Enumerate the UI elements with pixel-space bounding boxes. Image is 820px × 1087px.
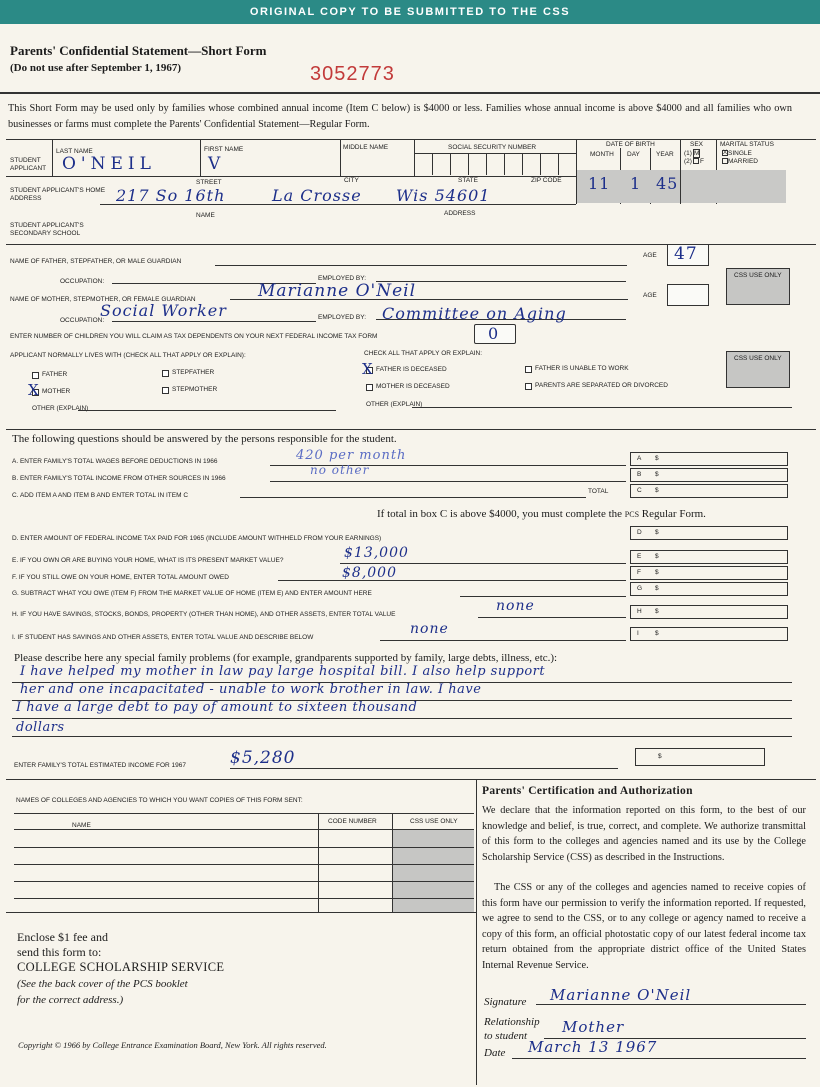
mailing-note-1: (See the back cover of the PCS booklet bbox=[17, 978, 188, 990]
mother-age-label: AGE bbox=[643, 292, 657, 299]
box-e[interactable]: E $ bbox=[630, 550, 788, 564]
box-a[interactable]: A $ bbox=[630, 452, 788, 466]
lives-with-stepfather-checkbox[interactable] bbox=[162, 370, 169, 377]
dob-day-value[interactable]: 1 bbox=[630, 174, 642, 193]
dob-label: DATE OF BIRTH bbox=[606, 141, 655, 148]
separated-label: PARENTS ARE SEPARATED OR DIVORCED bbox=[535, 382, 668, 389]
item-i-value[interactable]: none bbox=[410, 621, 449, 637]
lives-with-stepmother-checkbox[interactable] bbox=[162, 387, 169, 394]
item-d-label: D. ENTER AMOUNT OF FEDERAL INCOME TAX PAID FOR 1965 (INCLUDE AMOUNT WITHHELD FROM YOUR EARNINGS) bbox=[12, 535, 382, 542]
middle-name-label: MIDDLE NAME bbox=[343, 144, 389, 151]
ssn-label: SOCIAL SECURITY NUMBER bbox=[448, 144, 537, 151]
intro-text: This Short Form may be used only by families whose combined annual income (Item C below) is $4000 or less. Families whose annual income is above $4000 and all families who own businesses or farms must complete the Parents' Confidential Statement—Regular Form. bbox=[8, 103, 792, 130]
lives-with-label: APPLICANT NORMALLY LIVES WITH (CHECK ALL THAT APPLY OR EXPLAIN): bbox=[10, 352, 246, 359]
dob-year-value[interactable]: 45 bbox=[656, 174, 679, 193]
school-name-label: NAME bbox=[196, 212, 215, 219]
css-use-only-label-1: CSS USE ONLY bbox=[734, 272, 782, 279]
separated-checkbox[interactable] bbox=[525, 383, 532, 390]
item-c-label: C. ADD ITEM A AND ITEM B AND ENTER TOTAL IN ITEM C bbox=[12, 492, 189, 499]
mother-name-value[interactable]: Marianne O'Neil bbox=[258, 281, 417, 301]
mother-deceased-label: MOTHER IS DECEASED bbox=[376, 383, 450, 390]
mother-occupation-label: OCCUPATION: bbox=[60, 317, 105, 324]
check-all-label: CHECK ALL THAT APPLY OR EXPLAIN: bbox=[364, 350, 483, 357]
father-deceased-label: FATHER IS DECEASED bbox=[376, 366, 447, 373]
mailing-line-2: send this form to: bbox=[17, 945, 102, 959]
sex-marital-gray-box bbox=[681, 170, 786, 203]
signature-label: Signature bbox=[484, 996, 527, 1008]
relationship-value[interactable]: Mother bbox=[562, 1018, 625, 1036]
father-age-label: AGE bbox=[643, 252, 657, 259]
estimated-income-box[interactable]: $ bbox=[635, 748, 765, 766]
box-c-note: If total in box C is above $4000, you must complete the PCS Regular Form. bbox=[377, 508, 706, 520]
serial-number: 3052773 bbox=[310, 63, 395, 85]
check-other-label: OTHER (EXPLAIN) bbox=[366, 401, 423, 408]
father-unable-checkbox[interactable] bbox=[525, 366, 532, 373]
father-age-value[interactable]: 47 bbox=[674, 244, 698, 264]
home-city[interactable]: La Crosse bbox=[272, 186, 362, 205]
colleges-table bbox=[14, 813, 474, 911]
father-name-label: NAME OF FATHER, STEPFATHER, OR MALE GUARDIAN bbox=[10, 258, 182, 265]
questions-heading: The following questions should be answered by the persons responsible for the student. bbox=[12, 433, 397, 445]
married-option[interactable]: MARRIED bbox=[722, 158, 758, 166]
college-css-col: CSS USE ONLY bbox=[410, 818, 458, 825]
sex-female-option[interactable]: (2) F bbox=[684, 158, 704, 165]
total-label: TOTAL bbox=[588, 488, 609, 495]
ssn-boxes bbox=[414, 153, 576, 175]
college-name-col: NAME bbox=[72, 822, 91, 829]
item-b-label: B. ENTER FAMILY'S TOTAL INCOME FROM OTHER SOURCES IN 1966 bbox=[12, 475, 226, 482]
signature-value[interactable]: Marianne O'Neil bbox=[550, 986, 692, 1004]
item-i-label: I. IF STUDENT HAS SAVINGS AND OTHER ASSETS, ENTER TOTAL VALUE AND DESCRIBE BELOW bbox=[12, 634, 314, 641]
item-f-value[interactable]: $8,000 bbox=[342, 565, 397, 581]
problems-line-1[interactable]: I have helped my mother in law pay large hospital bill. I also help support bbox=[20, 664, 546, 679]
box-c[interactable]: C $ bbox=[630, 484, 788, 498]
mother-name-label: NAME OF MOTHER, STEPMOTHER, OR FEMALE GUARDIAN bbox=[10, 296, 196, 303]
estimated-income-label: ENTER FAMILY'S TOTAL ESTIMATED INCOME FOR 1967 bbox=[14, 762, 186, 769]
mother-occupation-value[interactable]: Social Worker bbox=[100, 301, 227, 320]
father-deceased-check-mark: X bbox=[362, 360, 374, 378]
student-last-name[interactable]: O'NEIL bbox=[62, 154, 156, 174]
date-value[interactable]: March 13 1967 bbox=[528, 1038, 658, 1056]
day-label: DAY bbox=[627, 151, 640, 158]
street-label: STREET bbox=[196, 179, 222, 186]
form-title: Parents' Confidential Statement—Short Form bbox=[10, 43, 267, 58]
box-b[interactable]: B $ bbox=[630, 468, 788, 482]
dob-month-value[interactable]: 11 bbox=[588, 174, 611, 193]
lives-with-mother-label: MOTHER bbox=[42, 388, 71, 395]
father-unable-label: FATHER IS UNABLE TO WORK bbox=[535, 365, 629, 372]
secondary-school-label: STUDENT APPLICANT'S SECONDARY SCHOOL bbox=[10, 222, 84, 237]
year-label: YEAR bbox=[656, 151, 674, 158]
father-employer-label: EMPLOYED BY: bbox=[318, 275, 367, 282]
single-option[interactable]: XSINGLE bbox=[723, 150, 752, 157]
student-first-name[interactable]: V bbox=[208, 154, 222, 174]
dependents-value[interactable]: 0 bbox=[488, 324, 500, 343]
css-use-only-label-2: CSS USE ONLY bbox=[734, 355, 782, 362]
item-b-value[interactable]: no other bbox=[310, 463, 370, 477]
home-state-zip[interactable]: Wis 54601 bbox=[396, 186, 491, 205]
sex-male-option[interactable]: (1) M bbox=[684, 150, 700, 157]
certification-heading: Parents' Certification and Authorization bbox=[482, 785, 693, 797]
box-g[interactable]: G $ bbox=[630, 582, 788, 596]
item-g-label: G. SUBTRACT WHAT YOU OWE (ITEM F) FROM THE MARKET VALUE OF HOME (ITEM E) AND ENTER AMOUNT HERE bbox=[12, 590, 372, 597]
home-address-label: STUDENT APPLICANT'S HOME ADDRESS bbox=[10, 187, 106, 202]
relationship-label-1: Relationship bbox=[484, 1016, 540, 1028]
college-code-col: CODE NUMBER bbox=[328, 818, 377, 825]
box-h[interactable]: H $ bbox=[630, 605, 788, 619]
mailing-org: COLLEGE SCHOLARSHIP SERVICE bbox=[17, 960, 225, 974]
mother-check-mark: X bbox=[28, 381, 40, 399]
mother-age-box[interactable] bbox=[667, 284, 709, 306]
mailing-note-2: for the correct address.) bbox=[17, 994, 124, 1006]
father-occupation-label: OCCUPATION: bbox=[60, 278, 105, 285]
box-i[interactable]: I $ bbox=[630, 627, 788, 641]
relationship-label-2: to student bbox=[484, 1030, 528, 1042]
item-e-value[interactable]: $13,000 bbox=[344, 545, 409, 561]
last-name-label: LAST NAME bbox=[56, 148, 93, 155]
certification-para-2: The CSS or any of the colleges and agencies named to receive copies of this form have our permission to verify the information reported. If requested, we agree to send to the CSS, or to any college or agency named to receive a copy of this form, an official photostatic copy of our latest federal income tax return obtained from the appropriate district office of the United States Internal Revenue Service. bbox=[482, 882, 806, 971]
problems-line-2[interactable]: her and one incapacitated - unable to work brother in law. I have bbox=[20, 682, 482, 697]
certification-para-1: We declare that the information reported on this form, to the best of our knowledge and belief, is true, correct, and complete. We authorize transmittal of this form to the colleges and agencies named and its use by the College Scholarship Service (CSS) as described in the Instructions. bbox=[482, 805, 806, 863]
mailing-line-1: Enclose $1 fee and bbox=[17, 930, 108, 944]
state-label: STATE bbox=[458, 177, 478, 184]
marital-status-label: MARITAL STATUS bbox=[720, 141, 774, 148]
mother-deceased-checkbox[interactable] bbox=[366, 384, 373, 391]
item-h-value[interactable]: none bbox=[496, 598, 535, 614]
form-subtitle: (Do not use after September 1, 1967) bbox=[10, 62, 181, 74]
copyright: Copyright © 1966 by College Entrance Examination Board, New York. All rights reserved. bbox=[18, 1040, 327, 1050]
top-banner: ORIGINAL COPY TO BE SUBMITTED TO THE CSS bbox=[0, 0, 820, 24]
first-name-label: FIRST NAME bbox=[204, 146, 244, 153]
dependents-label: ENTER NUMBER OF CHILDREN YOU WILL CLAIM AS TAX DEPENDENTS ON YOUR NEXT FEDERAL INCOME TAX FORM bbox=[10, 333, 378, 340]
lives-with-other-label: OTHER (EXPLAIN) bbox=[32, 405, 89, 412]
lives-with-stepmother-label: STEPMOTHER bbox=[172, 386, 218, 393]
lives-with-father-checkbox[interactable] bbox=[32, 372, 39, 379]
lives-with-stepfather-label: STEPFATHER bbox=[172, 369, 215, 376]
item-h-label: H. IF YOU HAVE SAVINGS, STOCKS, BONDS, PROPERTY (OTHER THAN HOME), AND OTHER ASSETS, ENTER TOTAL VALUE bbox=[12, 611, 396, 618]
item-f-label: F. IF YOU STILL OWE ON YOUR HOME, ENTER TOTAL AMOUNT OWED bbox=[12, 574, 229, 581]
mother-employer-label: EMPLOYED BY: bbox=[318, 314, 367, 321]
item-e-label: E. IF YOU OWN OR ARE BUYING YOUR HOME, WHAT IS ITS PRESENT MARKET VALUE? bbox=[12, 557, 284, 564]
city-label: CITY bbox=[344, 177, 359, 184]
month-label: MONTH bbox=[590, 151, 614, 158]
item-a-value[interactable]: 420 per month bbox=[296, 448, 407, 463]
student-label: STUDENT APPLICANT bbox=[10, 157, 47, 172]
estimated-income-value[interactable]: $5,280 bbox=[230, 748, 296, 768]
lives-with-father-label: FATHER bbox=[42, 371, 68, 378]
box-f[interactable]: F $ bbox=[630, 566, 788, 580]
school-address-label: ADDRESS bbox=[444, 210, 476, 217]
problems-line-4[interactable]: dollars bbox=[16, 720, 65, 735]
date-label: Date bbox=[484, 1047, 506, 1059]
mother-employer-value[interactable]: Committee on Aging bbox=[382, 304, 567, 323]
zip-label: ZIP CODE bbox=[531, 177, 562, 184]
box-d[interactable]: D $ bbox=[630, 526, 788, 540]
problems-label: Please describe here any special family problems (for example, grandparents supported by family, large debts, illness, etc.): bbox=[14, 652, 558, 664]
home-street[interactable]: 217 So 16th bbox=[116, 186, 226, 205]
sex-label: SEX bbox=[690, 141, 704, 148]
item-a-label: A. ENTER FAMILY'S TOTAL WAGES BEFORE DEDUCTIONS IN 1966 bbox=[12, 458, 218, 465]
problems-line-3[interactable]: I have a large debt to pay of amount to sixteen thousand bbox=[16, 700, 418, 715]
colleges-heading: NAMES OF COLLEGES AND AGENCIES TO WHICH YOU WANT COPIES OF THIS FORM SENT: bbox=[16, 797, 303, 804]
